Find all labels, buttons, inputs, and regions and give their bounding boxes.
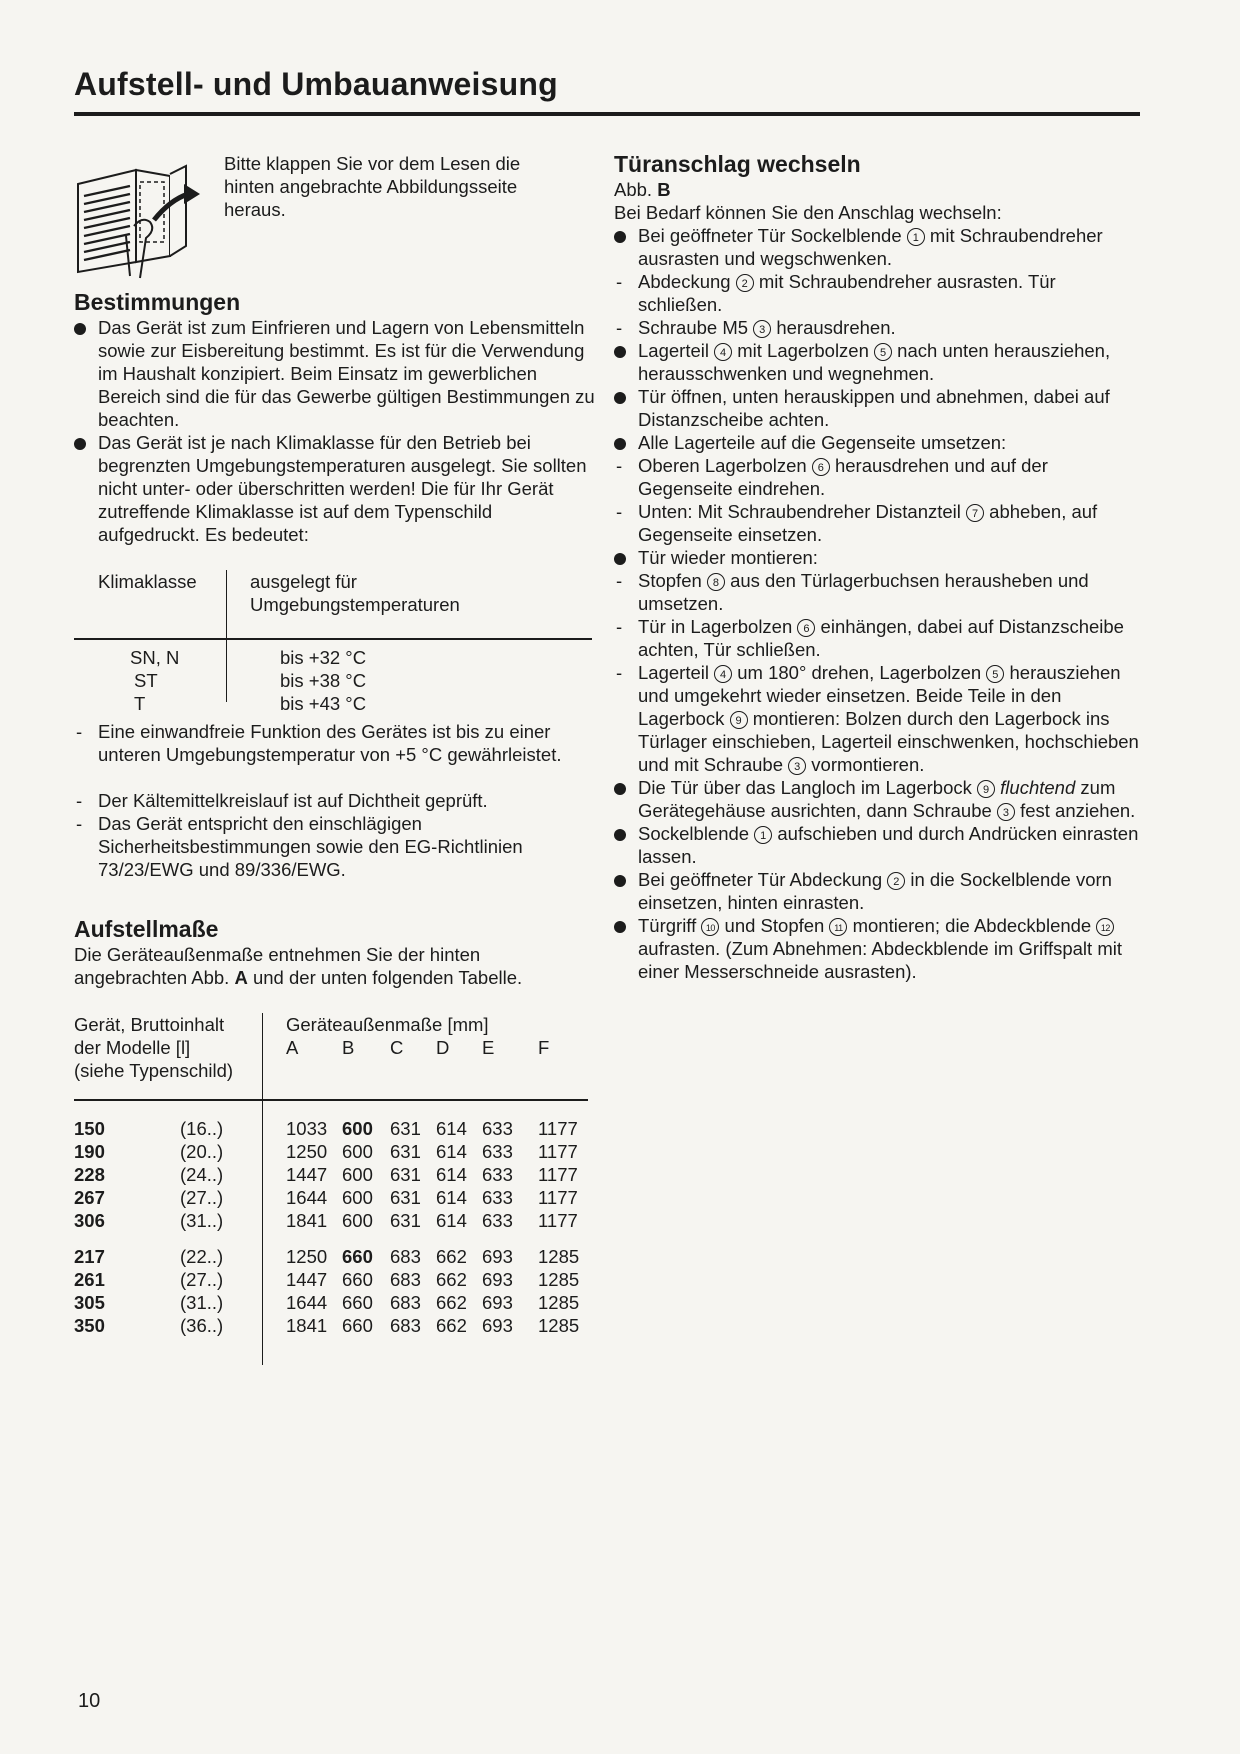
table-cell: 228: [74, 1164, 105, 1185]
table-cell: 217: [74, 1246, 105, 1267]
section-heading-aufstellmasse: Aufstellmaße: [74, 916, 219, 942]
part-number: 5: [874, 343, 892, 361]
part-number: 8: [707, 573, 725, 591]
table-header: Klimaklasse: [98, 571, 197, 592]
table-cell: 1285: [538, 1292, 580, 1313]
table-cell: 1033: [286, 1118, 328, 1139]
table-cell: 261: [74, 1269, 105, 1290]
table-cell: 683: [390, 1269, 421, 1290]
table-cell: 1250: [286, 1141, 328, 1162]
part-number: 11: [829, 918, 847, 936]
table-cell: 683: [390, 1292, 421, 1313]
table-cell: 693: [482, 1246, 513, 1267]
table-cell: 662: [436, 1292, 467, 1313]
list-item: Alle Lagerteile auf die Gegenseite umsetzen:: [614, 431, 1142, 454]
climate-class-table: [74, 570, 596, 720]
table-cell: 600: [342, 1210, 373, 1231]
tueranschlag-intro: Bei Bedarf können Sie den Anschlag wechseln:: [614, 202, 1002, 223]
table-cell: 633: [482, 1141, 513, 1162]
table-header: ausgelegt für Umgebungstemperaturen: [250, 571, 460, 615]
table-row: [74, 692, 494, 715]
table-cell: 631: [390, 1210, 421, 1231]
list-item: - Oberen Lagerbolzen 6 herausdrehen und auf der Gegenseite eindrehen.: [614, 454, 1142, 500]
table-header: Gerät, Bruttoinhalt der Modelle [l] (siehe Typenschild): [74, 1014, 234, 1081]
list-item: Lagerteil 4 mit Lagerbolzen 5 nach unten herausziehen, herausschwenken und wegnehmen.: [614, 339, 1142, 385]
table-cell: (27..): [180, 1269, 224, 1290]
part-number: 2: [887, 872, 905, 890]
table-cell: 190: [74, 1141, 105, 1162]
table-cell: 633: [482, 1187, 513, 1208]
table-cell: 306: [74, 1210, 105, 1231]
table-cell: 1177: [538, 1141, 578, 1162]
table-cell: 150: [74, 1118, 105, 1139]
table-cell: 660: [342, 1246, 373, 1267]
climate-class-code: SN, N: [130, 647, 180, 668]
table-cell: 631: [390, 1164, 421, 1185]
part-number: 4: [714, 343, 732, 361]
right-column: [614, 150, 1142, 983]
part-number: 6: [797, 619, 815, 637]
table-cell: 662: [436, 1269, 467, 1290]
table-cell: 631: [390, 1118, 421, 1139]
bestimmungen-notes: [74, 720, 596, 881]
table-cell: (31..): [180, 1210, 224, 1231]
climate-class-temp: bis +32 °C: [280, 647, 367, 668]
table-cell: 267: [74, 1187, 105, 1208]
table-cell: 1250: [286, 1246, 328, 1267]
table-divider: [74, 638, 592, 640]
page-number: 10: [78, 1690, 101, 1712]
table-cell: 600: [342, 1164, 373, 1185]
table-cell: 1177: [538, 1187, 578, 1208]
table-cell: 662: [436, 1246, 467, 1267]
table-row: [74, 1117, 594, 1140]
table-row: [74, 646, 494, 669]
list-item: - Der Kältemittelkreislauf ist auf Dichtheit geprüft.: [74, 789, 596, 812]
list-item: - Unten: Mit Schraubendreher Distanzteil 7 abheben, auf Gegenseite einsetzen.: [614, 500, 1142, 546]
intro-text: Bitte klappen Sie vor dem Lesen die hinten angebrachte Abbildungsseite heraus.: [224, 153, 521, 220]
table-cell: 1841: [286, 1210, 328, 1231]
table-cell: 600: [342, 1187, 373, 1208]
table-cell: 350: [74, 1315, 105, 1336]
table-cell: 683: [390, 1246, 421, 1267]
table-row: [74, 1163, 594, 1186]
table-cell: 1285: [538, 1315, 580, 1336]
table-header: Geräteaußenmaße [mm] A B C D E F: [286, 1014, 550, 1058]
table-cell: 614: [436, 1141, 467, 1162]
table-row: [74, 1314, 594, 1337]
table-cell: 614: [436, 1118, 467, 1139]
page-title: Aufstell- und Umbauanweisung: [74, 66, 558, 102]
list-item: Tür öffnen, unten herauskippen und abnehmen, dabei auf Distanzscheibe achten.: [614, 385, 1142, 431]
table-cell: 631: [390, 1187, 421, 1208]
table-cell: 600: [342, 1118, 373, 1139]
dimensions-table: [74, 1013, 596, 1365]
list-item: - Lagerteil 4 um 180° drehen, Lagerbolzen 5 herausziehen und umgekehrt wieder einsetzen. Beide Teile in den Lagerbock 9 montieren: Bolzen durch den Lagerbock ins Türlager einschieben, Lagerteil einschwenken, hochschieben und mit Schraube 3 vormontieren.: [614, 661, 1142, 776]
table-cell: 1285: [538, 1246, 580, 1267]
table-cell: 1447: [286, 1269, 328, 1290]
list-item: Die Tür über das Langloch im Lagerbock 9 fluchtend zum Gerätegehäuse ausrichten, dann Schraube 3 fest anziehen.: [614, 776, 1142, 822]
table-cell: 614: [436, 1187, 467, 1208]
part-number: 3: [753, 320, 771, 338]
table-cell: 660: [342, 1315, 373, 1336]
book-foldout-icon: [74, 150, 204, 280]
table-cell: 662: [436, 1315, 467, 1336]
list-item: Bei geöffneter Tür Sockelblende 1 mit Schraubendreher ausrasten und wegschwenken.: [614, 224, 1142, 270]
climate-class-temp: bis +43 °C: [280, 693, 367, 714]
table-cell: 1644: [286, 1187, 328, 1208]
table-row: [74, 1245, 594, 1268]
figure-reference: Abb. B: [614, 179, 671, 200]
table-cell: 633: [482, 1210, 513, 1231]
section-heading-tueranschlag: Türanschlag wechseln: [614, 151, 861, 177]
table-cell: 600: [342, 1141, 373, 1162]
list-item: Das Gerät ist je nach Klimaklasse für den Betrieb bei begrenzten Umgebungstemperaturen ausgelegt. Sie sollten nicht unter- oder überschritten werden! Die für Ihr Gerät zutreffende Klimaklasse ist auf dem Typenschild aufgedruckt. Es bedeutet:: [74, 431, 596, 546]
list-item: Bei geöffneter Tür Abdeckung 2 in die Sockelblende vorn einsetzen, hinten einrasten.: [614, 868, 1142, 914]
table-row: [74, 1186, 594, 1209]
table-row: [74, 1291, 594, 1314]
table-cell: 660: [342, 1292, 373, 1313]
part-number: 1: [907, 228, 925, 246]
list-item: - Stopfen 8 aus den Türlagerbuchsen herausheben und umsetzen.: [614, 569, 1142, 615]
bestimmungen-list: [74, 316, 596, 546]
table-cell: 693: [482, 1269, 513, 1290]
table-cell: 693: [482, 1315, 513, 1336]
table-row: [74, 669, 494, 692]
table-cell: 1447: [286, 1164, 328, 1185]
part-number: 6: [812, 458, 830, 476]
aufstellmasse-text: Die Geräteaußenmaße entnehmen Sie der hinten angebrachten Abb. A und der unten folgenden Tabelle.: [74, 944, 523, 988]
table-cell: 1177: [538, 1118, 578, 1139]
part-number: 12: [1096, 918, 1114, 936]
list-item: - Eine einwandfreie Funktion des Gerätes ist bis zu einer unteren Umgebungstemperatur von +5 °C gewährleistet.: [74, 720, 596, 766]
table-cell: 633: [482, 1118, 513, 1139]
part-number: 3: [997, 803, 1015, 821]
intro-note: [74, 150, 596, 288]
part-number: 10: [701, 918, 719, 936]
tueranschlag-steps: [614, 224, 1142, 983]
list-item: Das Gerät ist zum Einfrieren und Lagern von Lebensmitteln sowie zur Eisbereitung bestimmt. Es ist für die Verwendung im Haushalt konzipiert. Beim Einsatz im gewerblichen Bereich sind die für das Gewerbe gültigen Bestimmungen zu beachten.: [74, 316, 596, 431]
table-row: [74, 1140, 594, 1163]
table-cell: (27..): [180, 1187, 224, 1208]
table-cell: (36..): [180, 1315, 224, 1336]
table-cell: 305: [74, 1292, 105, 1313]
table-cell: (31..): [180, 1292, 224, 1313]
table-cell: 631: [390, 1141, 421, 1162]
table-cell: 614: [436, 1210, 467, 1231]
part-number: 7: [966, 504, 984, 522]
table-cell: 1841: [286, 1315, 328, 1336]
part-number: 1: [754, 826, 772, 844]
list-item: Türgriff 10 und Stopfen 11 montieren; die Abdeckblende 12 aufrasten. (Zum Abnehmen: Abdeckblende im Griffspalt mit einer Messerschneide ausrasten).: [614, 914, 1142, 983]
table-cell: 614: [436, 1164, 467, 1185]
part-number: 5: [986, 665, 1004, 683]
list-item: - Das Gerät entspricht den einschlägigen Sicherheitsbestimmungen sowie den EG-Richtlinien 73/23/EWG und 89/336/EWG.: [74, 812, 596, 881]
table-cell: 683: [390, 1315, 421, 1336]
table-cell: 1285: [538, 1269, 580, 1290]
climate-class-temp: bis +38 °C: [280, 670, 367, 691]
table-cell: 660: [342, 1269, 373, 1290]
list-item: - Schraube M5 3 herausdrehen.: [614, 316, 1142, 339]
list-item: - Tür in Lagerbolzen 6 einhängen, dabei auf Distanzscheibe achten, Tür schließen.: [614, 615, 1142, 661]
title-rule: [74, 112, 1140, 116]
table-cell: 1177: [538, 1210, 578, 1231]
table-cell: (20..): [180, 1141, 224, 1162]
table-divider: [74, 1099, 588, 1101]
climate-class-code: ST: [134, 670, 158, 691]
part-number: 3: [788, 757, 806, 775]
table-cell: (24..): [180, 1164, 224, 1185]
table-cell: 1644: [286, 1292, 328, 1313]
part-number: 2: [736, 274, 754, 292]
part-number: 9: [730, 711, 748, 729]
table-cell: 633: [482, 1164, 513, 1185]
table-cell: 1177: [538, 1164, 578, 1185]
table-cell: (16..): [180, 1118, 224, 1139]
climate-class-code: T: [134, 693, 146, 714]
part-number: 4: [714, 665, 732, 683]
table-row: [74, 1209, 594, 1232]
left-column: [74, 150, 596, 1365]
table-cell: 693: [482, 1292, 513, 1313]
section-heading-bestimmungen: Bestimmungen: [74, 289, 241, 315]
list-item: Sockelblende 1 aufschieben und durch Andrücken einrasten lassen.: [614, 822, 1142, 868]
table-row: [74, 1268, 594, 1291]
table-cell: (22..): [180, 1246, 224, 1267]
list-item: - Abdeckung 2 mit Schraubendreher ausrasten. Tür schließen.: [614, 270, 1142, 316]
part-number: 9: [977, 780, 995, 798]
list-item: Tür wieder montieren:: [614, 546, 1142, 569]
